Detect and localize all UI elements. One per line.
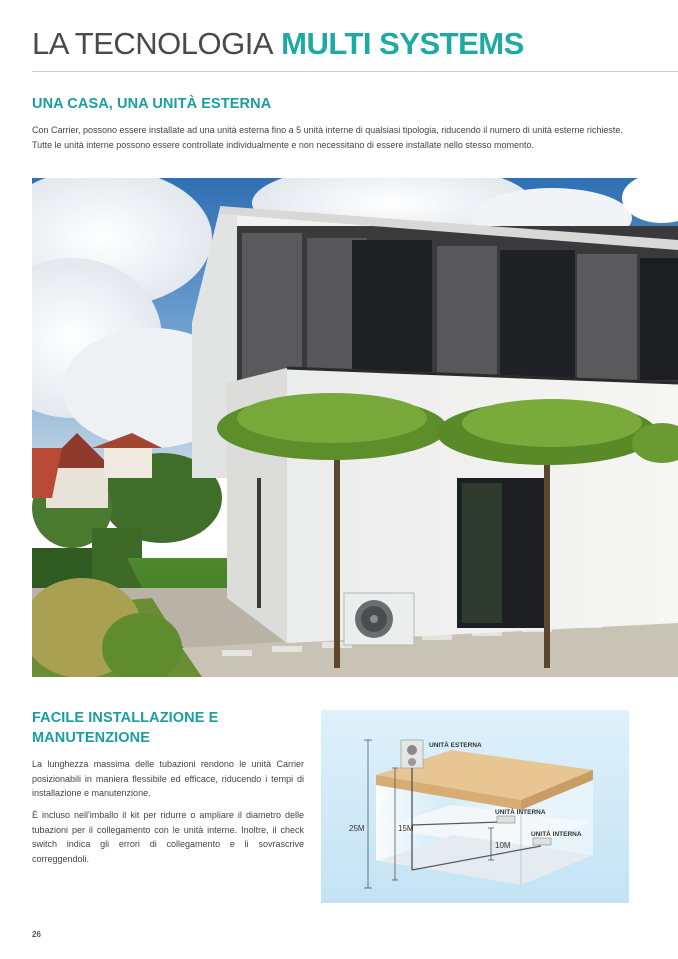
section1-heading: UNA CASA, UNA UNITÀ ESTERNA — [32, 96, 272, 112]
page-title-light: LA TECNOLOGIA — [32, 26, 274, 61]
installation-diagram — [321, 710, 629, 903]
page-title-bold: MULTI SYSTEMS — [281, 26, 524, 61]
dimension-15m: 15M — [398, 824, 414, 833]
section2-heading-line-1: FACILE INSTALLAZIONE E — [32, 710, 219, 726]
section1-line-2: Tutte le unità interne possono essere controllate individualmente e non necessitano di essere installate nello stesso momento. — [32, 139, 534, 150]
section1-line-1: Con Carrier, possono essere installate ad una unità esterna fino a 5 unità interne di qualsiasi tipologia, riducendo il numero di unità esterne richieste. — [32, 125, 623, 135]
label-indoor-2: UNITÀ INTERNA — [531, 831, 582, 838]
label-outdoor: UNITÀ ESTERNA — [429, 742, 482, 749]
title-divider — [32, 71, 678, 72]
house-photo — [32, 178, 678, 677]
dimension-10m: 10M — [495, 841, 511, 850]
label-indoor-1: UNITÀ INTERNA — [495, 809, 546, 816]
page-number: 26 — [32, 930, 41, 939]
section2-paragraph-2: È incluso nell'imballo il kit per ridurre o ampliare il diametro delle tubazioni per il collegamento con le unità interne. Inoltre, il check switch indica gli errori di collegamento e li sovrascrive correggendoli. — [32, 810, 304, 864]
section2-heading — [32, 708, 218, 748]
dimension-25m: 25M — [349, 824, 365, 833]
section2-paragraph-1: La lunghezza massima delle tubazioni rendono le unità Carrier posizionabili in maniera flessibile ed efficace, riducendo i tempi di installazione e manutenzione. — [32, 759, 304, 798]
section2-heading-line-2: MANUTENZIONE — [32, 730, 150, 746]
section1-paragraph — [32, 123, 642, 152]
page-title — [32, 26, 524, 62]
